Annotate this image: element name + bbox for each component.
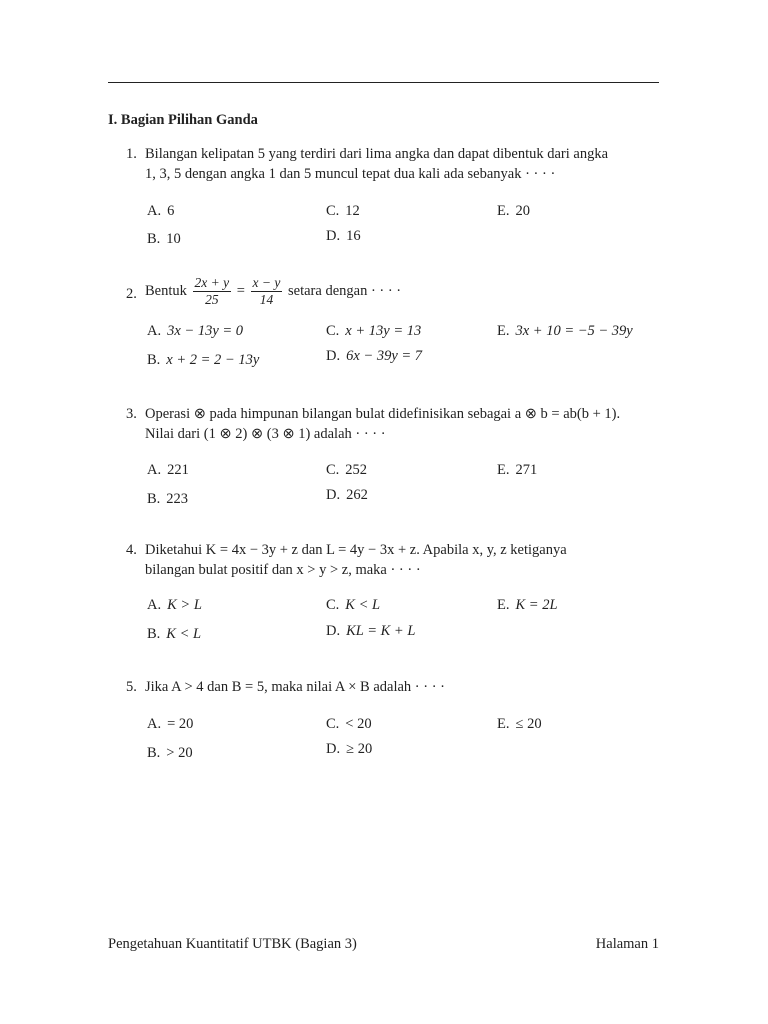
option-3d[interactable]: D. 262 bbox=[326, 487, 368, 503]
option-4c[interactable]: C. K < L bbox=[326, 597, 381, 613]
question-4 bbox=[126, 540, 659, 580]
option-4a[interactable]: A. K > L bbox=[147, 597, 202, 613]
option-5e[interactable]: E. ≤ 20 bbox=[497, 716, 542, 732]
option-1c[interactable]: C. 12 bbox=[326, 203, 360, 219]
question-number: 1. bbox=[126, 146, 137, 162]
option-4d[interactable]: D. KL = K + L bbox=[326, 623, 416, 639]
question-text: Operasi ⊗ pada himpunan bilangan bulat didefinisikan sebagai a ⊗ b = ab(b + 1). Nilai dari (1 ⊗ 2) ⊗ (3 ⊗ 1) adalah · · · · bbox=[145, 406, 621, 442]
question-text: Bentuk $\frac{2x + y}{25}$ = $\frac{x - y}{14}$ setara dengan · · · · bbox=[145, 275, 402, 307]
question-5 bbox=[126, 677, 659, 697]
option-2b[interactable]: B. x + 2 = 2 − 13y bbox=[147, 352, 260, 368]
option-3b[interactable]: B. 223 bbox=[147, 491, 189, 507]
question-number: 5. bbox=[126, 679, 137, 695]
option-1b[interactable]: B. 10 bbox=[147, 231, 181, 247]
option-1a[interactable]: A. 6 bbox=[147, 203, 175, 219]
footer-page-number: Halaman 1 bbox=[595, 936, 659, 952]
option-2d[interactable]: D. 6x − 39y = 7 bbox=[326, 348, 423, 364]
option-5b[interactable]: B. > 20 bbox=[147, 745, 193, 761]
header-rule bbox=[108, 82, 659, 83]
question-number: 3. bbox=[126, 406, 137, 422]
fraction-1: $\frac{2x + y}{25}$ bbox=[194, 275, 230, 307]
option-3e[interactable]: E. 271 bbox=[497, 462, 538, 478]
option-2e[interactable]: E. 3x + 10 = −5 − 39y bbox=[497, 323, 633, 339]
option-5c[interactable]: C. < 20 bbox=[326, 716, 372, 732]
question-text: Diketahui K = 4x − 3y + z dan L = 4y − 3x + z. Apabila x, y, z ketiganya bilangan bulat positif dan x > y > z, maka · · · · bbox=[145, 542, 567, 578]
footer-left: Pengetahuan Kuantitatif UTBK (Bagian 3) bbox=[108, 936, 357, 952]
question-1 bbox=[126, 144, 659, 184]
question-3 bbox=[126, 404, 659, 444]
fraction-2: $\frac{x - y}{14}$ bbox=[252, 275, 281, 307]
section-title: I. Bagian Pilihan Ganda bbox=[108, 112, 258, 128]
option-4b[interactable]: B. K < L bbox=[147, 626, 202, 642]
option-2c[interactable]: C. x + 13y = 13 bbox=[326, 323, 422, 339]
option-4e[interactable]: E. K = 2L bbox=[497, 597, 558, 613]
question-text: Jika A > 4 dan B = 5, maka nilai A × B adalah · · · · bbox=[145, 679, 445, 695]
option-5a[interactable]: A. = 20 bbox=[147, 716, 194, 732]
question-2 bbox=[126, 275, 659, 308]
option-1e[interactable]: E. 20 bbox=[497, 203, 530, 219]
option-5d[interactable]: D. ≥ 20 bbox=[326, 741, 373, 757]
question-text: Bilangan kelipatan 5 yang terdiri dari lima angka dan dapat dibentuk dari angka 1, 3, 5 dengan angka 1 dan 5 muncul tepat dua kali ada sebanyak · · · · bbox=[145, 146, 609, 182]
option-3a[interactable]: A. 221 bbox=[147, 462, 189, 478]
option-2a[interactable]: A. 3x − 13y = 0 bbox=[147, 323, 244, 339]
option-3c[interactable]: C. 252 bbox=[326, 462, 368, 478]
question-number: 2. bbox=[126, 286, 137, 302]
question-number: 4. bbox=[126, 542, 137, 558]
option-1d[interactable]: D. 16 bbox=[326, 228, 361, 244]
